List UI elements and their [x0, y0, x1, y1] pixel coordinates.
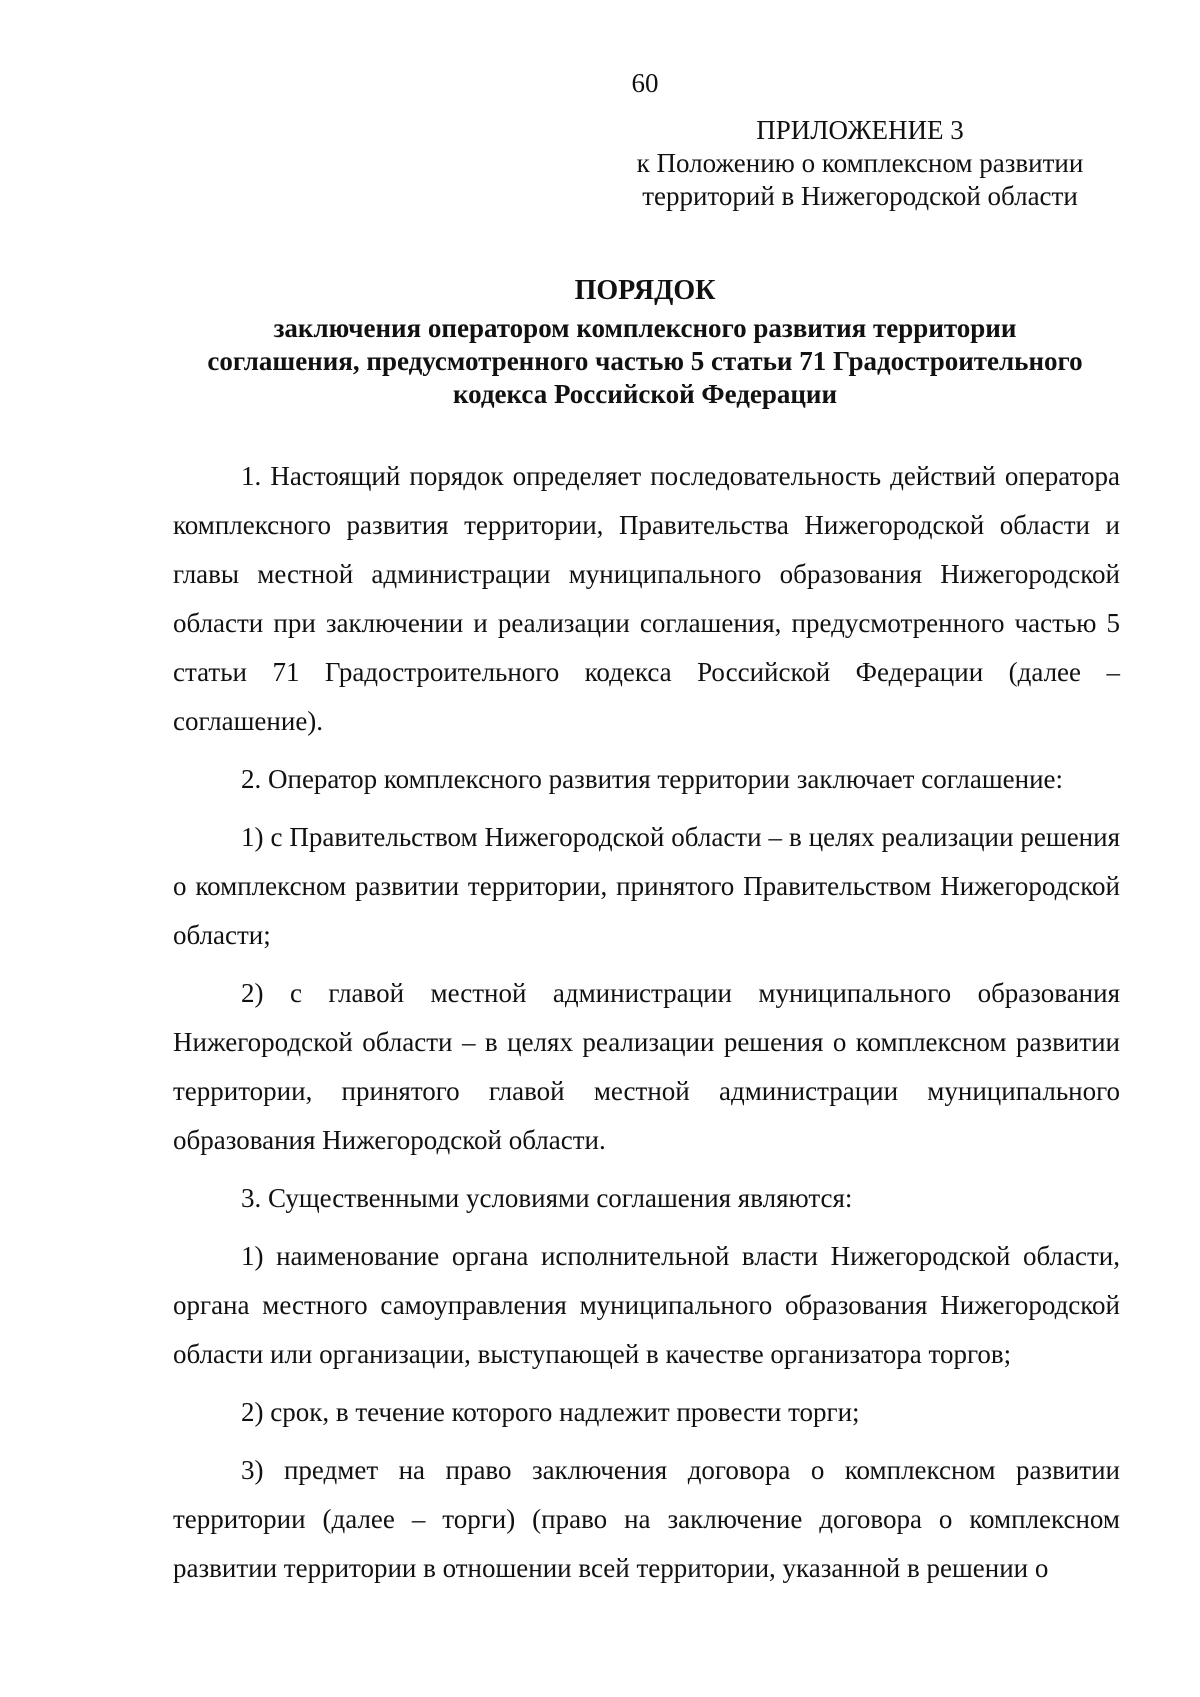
paragraph-3-item-1: 1) наименование органа исполнительной власти Нижегородской области, органа местного самоуправления муниципального образования Нижегородской области или организации, выступающей в качестве организатора торгов; — [173, 1241, 1120, 1369]
paragraph-3: 3. Существенными условиями соглашения являются: — [241, 1183, 853, 1213]
title-main: ПОРЯДОК — [574, 275, 716, 306]
title-line-3: кодекса Российской Федерации — [452, 379, 838, 409]
paragraph-3-item-2: 2) срок, в течение которого надлежит провести торги; — [241, 1397, 860, 1427]
appendix-subtitle-line2: территорий в Нижегородской области — [642, 181, 1078, 211]
title-line-2: соглашения, предусмотренного частью 5 статьи 71 Градостроительного — [207, 346, 1083, 376]
paragraph-1: 1. Настоящий порядок определяет последовательность действий оператора комплексного развития территории, Правительства Нижегородской области и главы местной администрации муниципального образования Нижегородской области при заключении и реализации соглашения, предусмотренного частью 5 статьи 71 Градостроительного кодекса Российской Федерации (далее – соглашение). — [173, 461, 1120, 736]
body-text — [173, 452, 1120, 1593]
appendix-block — [590, 114, 1130, 213]
paragraph-3-item-3: 3) предмет на право заключения договора о комплексном развитии территории (далее – торги) (право на заключение договора о комплексном развитии территории в отношении всей территории, указанной в решении о — [173, 1455, 1120, 1583]
page-number: 60 — [631, 68, 659, 98]
paragraph-2-item-1: 1) с Правительством Нижегородской области – в целях реализации решения о комплексном развитии территории, принятого Правительством Нижегородской области; — [173, 822, 1120, 950]
title-line-1: заключения оператором комплексного развития территории — [273, 313, 1017, 343]
appendix-subtitle-line1: к Положению о комплексном развитии — [636, 148, 1084, 178]
document-title — [150, 274, 1140, 411]
appendix-title: ПРИЛОЖЕНИЕ 3 — [756, 115, 964, 145]
paragraph-2: 2. Оператор комплексного развития территории заключает соглашение: — [241, 764, 1064, 794]
paragraph-2-item-2: 2) с главой местной администрации муниципального образования Нижегородской области – в целях реализации решения о комплексном развитии территории, принятого главой местной администрации муниципального образования Нижегородской области. — [173, 978, 1120, 1155]
